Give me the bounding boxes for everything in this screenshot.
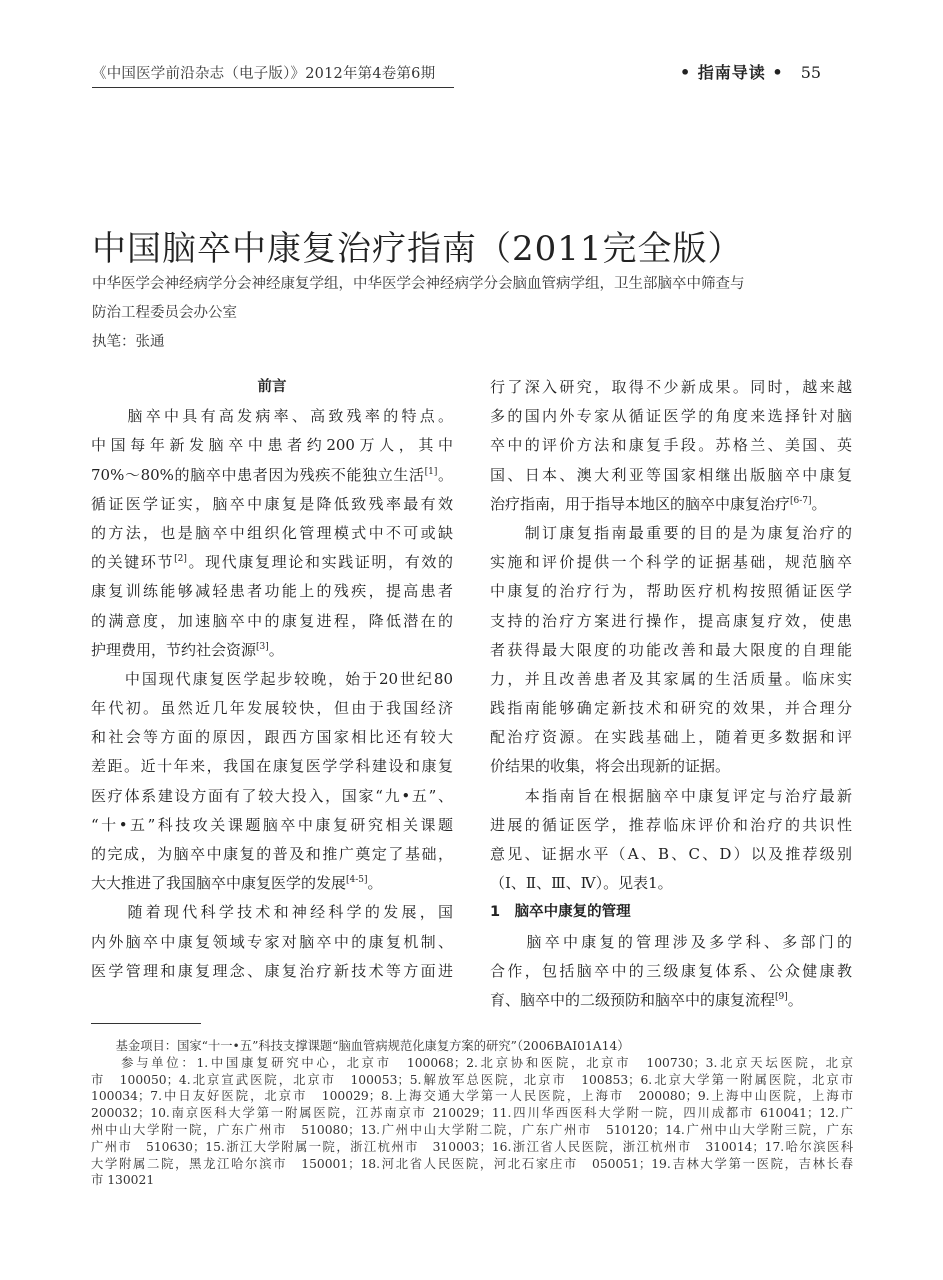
body-line-text: 循证医学证实，脑卒中康复是降低致残率最有效 xyxy=(91,494,453,513)
footnote-line xyxy=(91,1038,853,1055)
left-column xyxy=(91,373,453,986)
footnote-line-text: 州中山大学附一院，广东广州市 510080；13.广州中山大学附二院，广东广州市 510120；14.广州中山大学附三院，广东 xyxy=(91,1122,853,1137)
body-line xyxy=(490,752,852,781)
footnote-line xyxy=(91,1122,853,1139)
body-line-text: 价结果的收集，将会出现新的证据。 xyxy=(490,757,731,776)
body-line-text: 的方法，也是脑卒中组织化管理模式中不可或缺 xyxy=(91,523,453,542)
section-label: • 指南导读 • xyxy=(680,63,784,82)
body-line-text: 制订康复指南最重要的目的是为康复治疗的 xyxy=(490,523,852,542)
body-line xyxy=(490,607,852,636)
body-line-tail: 。 xyxy=(811,494,827,513)
footnote-line xyxy=(91,1105,853,1122)
body-line xyxy=(91,519,453,548)
body-line-text: 护理费用，节约社会资源 xyxy=(91,640,257,659)
body-line-text: 年代初。虽然近几年发展较快，但由于我国经济 xyxy=(91,699,453,718)
author-affiliation-line: 防治工程委员会办公室 xyxy=(92,305,237,321)
body-line xyxy=(490,519,852,548)
body-line xyxy=(490,548,852,577)
author-block xyxy=(92,270,857,357)
footnote-line-text: 市 130021 xyxy=(91,1173,155,1188)
body-line xyxy=(91,723,453,752)
body-line xyxy=(490,402,852,431)
body-line xyxy=(490,461,852,490)
body-line xyxy=(91,694,453,723)
body-line-text: 进展的循证医学，推荐临床评价和治疗的共识性 xyxy=(490,815,852,834)
body-line xyxy=(490,957,852,986)
body-line xyxy=(91,461,453,490)
body-line xyxy=(490,694,852,723)
body-line-text: 1 脑卒中康复的管理 xyxy=(490,904,631,921)
body-line xyxy=(490,723,852,752)
body-line-text: 康复训练能够减轻患者功能上的残疾，提高患者 xyxy=(91,582,453,601)
body-line-text: 育、脑卒中的二级预防和脑卒中的康复流程 xyxy=(490,990,776,1009)
body-line xyxy=(490,782,852,811)
body-line xyxy=(490,840,852,869)
body-line-text: 医疗体系建设方面有了较大投入，国家“九•五”、 xyxy=(91,786,453,805)
body-line-text: （Ⅰ、Ⅱ、Ⅲ、Ⅳ）。见表1。 xyxy=(490,874,673,893)
citation-ref: [1] xyxy=(424,466,438,477)
body-line xyxy=(91,898,453,927)
body-line-text: 脑卒中具有高发病率、高致残率的特点。 xyxy=(91,407,453,426)
footnote-line xyxy=(91,1139,853,1156)
body-line xyxy=(490,986,852,1015)
body-line-text: 的满意度，加速脑卒中的康复进程，降低潜在的 xyxy=(91,611,453,630)
body-line-text: 践指南能够确定新技术和研究的效果，并合理分 xyxy=(490,699,852,718)
body-line-text: 支持的治疗方案进行操作，提高康复疗效，使患 xyxy=(490,611,852,630)
body-line xyxy=(91,548,453,577)
footnote-line-text: 市 100050；4.北京宣武医院，北京市 100053；5.解放军总医院，北京市 100853；6.北京大学第一附属医院，北京市 xyxy=(91,1072,853,1087)
citation-ref: [4-5] xyxy=(346,875,368,886)
body-line xyxy=(91,957,453,986)
body-line-text: 力，并且改善患者及其家属的生活质量。临床实 xyxy=(490,669,852,688)
body-line xyxy=(91,782,453,811)
body-line-text: 实施和评价提供一个科学的证据基础，规范脑卒 xyxy=(490,553,852,572)
citation-ref: [6-7] xyxy=(790,495,812,506)
body-line xyxy=(490,665,852,694)
body-line xyxy=(91,928,453,957)
footnote-line-text: 广州市 510630；15.浙江大学附属一院，浙江杭州市 310003；16.浙江省人民医院，浙江杭州市 310014；17.哈尔滨医科 xyxy=(91,1139,853,1154)
body-line-text: 行了深入研究，取得不少新成果。同时，越来越 xyxy=(490,378,852,396)
footnote-line-text: 100034；7.中日友好医院，北京市 100029；8.上海交通大学第一人民医院，上海市 200080；9.上海中山医院，上海市 xyxy=(91,1089,853,1104)
body-line xyxy=(490,490,852,519)
body-line-text: 医学管理和康复理念、康复治疗新技术等方面进 xyxy=(91,961,453,980)
body-line-tail: 。 xyxy=(787,990,803,1009)
footnote-line xyxy=(91,1072,853,1089)
footnotes xyxy=(91,1038,853,1189)
citation-ref: [3] xyxy=(256,641,269,652)
author-affiliation-line: 中华医学会神经病学分会神经康复学组，中华医学会神经病学分会脑血管病学组，卫生部脑卒中筛查与 xyxy=(92,276,745,292)
body-line xyxy=(490,928,852,957)
body-line-text: 中康复的治疗行为，帮助医疗机构按照循证医学 xyxy=(490,582,852,601)
footnote-divider xyxy=(91,1023,201,1024)
body-line-text: “十•五”科技攻关课题脑卒中康复研究相关课题 xyxy=(91,815,453,834)
body-line-tail: 。 xyxy=(268,640,284,659)
body-line-text: 内外脑卒中康复领域专家对脑卒中的康复机制、 xyxy=(91,932,453,951)
body-line-tail: 。 xyxy=(367,874,383,893)
citation-ref: [9] xyxy=(775,991,788,1002)
body-line-text: 差距。近十年来，我国在康复医学学科建设和康复 xyxy=(91,757,453,776)
body-line xyxy=(490,869,852,898)
body-line-tail: 。 xyxy=(437,465,453,484)
footnote-line xyxy=(91,1172,853,1189)
section-header xyxy=(680,60,821,83)
body-line xyxy=(91,431,453,460)
body-line-tail: 。现代康复理论和实践证明，有效的 xyxy=(186,553,453,572)
journal-header: 《中国医学前沿杂志（电子版）》2012年第4卷第6期 xyxy=(92,62,454,88)
body-line-text: 的完成，为脑卒中康复的普及和推广奠定了基础， xyxy=(91,845,453,863)
body-line xyxy=(91,665,453,694)
body-line-text: 多的国内外专家从循证医学的角度来选择针对脑 xyxy=(490,407,852,426)
page-number: 55 xyxy=(800,63,822,82)
body-line xyxy=(91,402,453,431)
body-line-text: 70%～80%的脑卒中患者因为残疾不能独立生活 xyxy=(91,465,425,484)
body-line-text: 随着现代科学技术和神经科学的发展，国 xyxy=(91,903,453,922)
body-line xyxy=(490,811,852,840)
body-line xyxy=(490,577,852,606)
right-column xyxy=(490,373,852,1015)
footnote-line xyxy=(91,1088,853,1105)
body-line xyxy=(490,898,852,927)
body-line-text: 国、日本、澳大利亚等国家相继出版脑卒中康复 xyxy=(490,465,852,484)
footnote-line-text: 大学附属二院，黑龙江哈尔滨市 150001；18.河北省人民医院，河北石家庄市 050051；19.吉林大学第一医院，吉林长春 xyxy=(91,1156,853,1171)
writer-line: 执笔：张通 xyxy=(92,334,165,350)
citation-ref: [2] xyxy=(174,554,187,565)
body-line-text: 中国每年新发脑卒中患者约200万人，其中 xyxy=(91,436,453,455)
article-title: 中国脑卒中康复治疗指南（2011完全版） xyxy=(92,228,743,269)
body-line-text: 本指南旨在根据脑卒中康复评定与治疗最新 xyxy=(490,786,852,805)
body-line xyxy=(91,752,453,781)
body-line xyxy=(91,869,453,898)
body-line xyxy=(91,636,453,665)
body-line-text: 脑卒中康复的管理涉及多学科、多部门的 xyxy=(490,932,852,951)
body-line-text: 的关键环节 xyxy=(91,553,175,572)
body-line-text: 大大推进了我国脑卒中康复医学的发展 xyxy=(91,874,347,893)
body-line-text: 治疗指南，用于指导本地区的脑卒中康复治疗 xyxy=(490,494,791,513)
body-line xyxy=(91,490,453,519)
body-line-text: 中国现代康复医学起步较晚，始于20世纪80 xyxy=(91,669,453,688)
body-line-text: 前言 xyxy=(257,379,287,395)
body-line-text: 配治疗资源。在实践基础上，随着更多数据和评 xyxy=(490,728,852,747)
body-line-text: 和社会等方面的原因，跟西方国家相比还有较大 xyxy=(91,728,453,747)
footnote-line-text: 参与单位：1.中国康复研究中心，北京市 100068；2.北京协和医院，北京市 100730；3.北京天坛医院，北京 xyxy=(91,1055,853,1070)
footnote-line xyxy=(91,1156,853,1173)
footnote-line-text: 基金项目：国家“十一•五”科技支撑课题“脑血管病规范化康复方案的研究”（2006BAI01A14） xyxy=(91,1039,630,1053)
body-line xyxy=(91,840,453,869)
body-line xyxy=(91,373,453,402)
body-line xyxy=(91,811,453,840)
body-line-text: 合作，包括脑卒中的三级康复体系、公众健康教 xyxy=(490,961,852,980)
body-line-text: 意见、证据水平（A、B、C、D）以及推荐级别 xyxy=(490,845,852,863)
body-line xyxy=(91,577,453,606)
body-line xyxy=(91,607,453,636)
body-line-text: 者获得最大限度的功能改善和最大限度的自理能 xyxy=(490,640,852,659)
body-line xyxy=(490,636,852,665)
body-line xyxy=(490,431,852,460)
body-line xyxy=(490,373,852,402)
footnote-line xyxy=(91,1055,853,1072)
footnote-line-text: 200032；10.南京医科大学第一附属医院，江苏南京市 210029；11.四川华西医科大学附一院，四川成都市 610041；12.广 xyxy=(91,1106,853,1121)
body-line-text: 卒中的评价方法和康复手段。苏格兰、美国、英 xyxy=(490,436,852,455)
